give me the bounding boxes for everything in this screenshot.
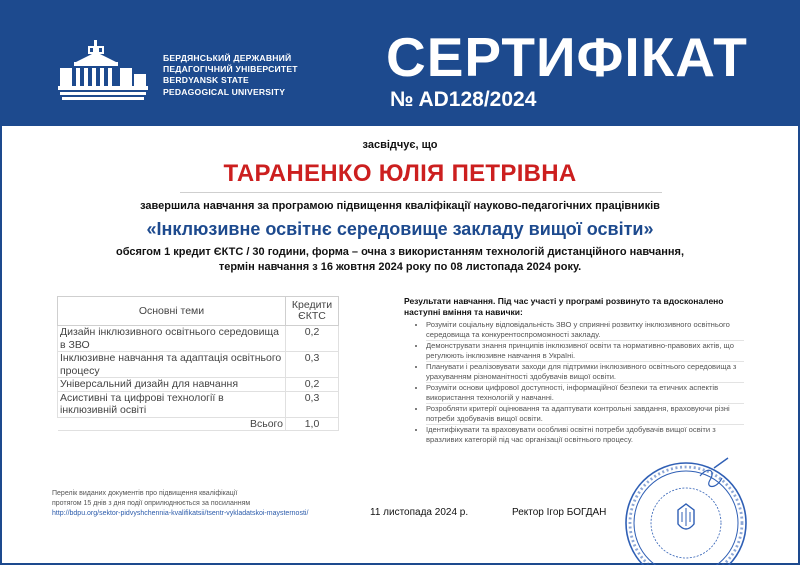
certificate-title: СЕРТИФІКАТ xyxy=(386,26,748,88)
certificate-number: № AD128/2024 xyxy=(390,88,537,111)
topic-cell: Асистивні та цифрові технології в інклюзивній освіті xyxy=(58,391,286,417)
name-underline xyxy=(180,192,662,193)
topic-cell: Інклюзивне навчання та адаптація освітнього процесу xyxy=(58,352,286,378)
table-row xyxy=(58,352,339,378)
table-row xyxy=(58,391,339,417)
program-title: «Інклюзивне освітнє середовище закладу вищої освіти» xyxy=(146,219,654,239)
table-row xyxy=(58,326,339,352)
total-value: 1,0 xyxy=(286,417,339,431)
results-heading: Результати навчання. Під час участі у програмі розвинуто та вдосконалено наступні вміння та навички: xyxy=(404,296,724,317)
completed-text: завершила навчання за програмою підвищення кваліфікації науково-педагогічних працівників xyxy=(140,200,660,212)
university-name xyxy=(163,53,298,98)
table-total-row xyxy=(58,417,339,431)
topics-table-header xyxy=(58,297,339,326)
documents-note-line-2: протягом 15 днів з дня події оприлюднюється за посиланням xyxy=(52,499,251,507)
rector-signature-line: Ректор Ігор БОГДАН xyxy=(512,507,607,518)
university-name-ua-1: БЕРДЯНСЬКИЙ ДЕРЖАВНИЙ xyxy=(163,53,292,63)
official-seal-icon xyxy=(618,448,748,565)
results-list xyxy=(404,320,744,445)
table-row xyxy=(58,378,339,392)
credit-cell: 0,3 xyxy=(286,391,339,417)
learning-results xyxy=(404,296,744,445)
list-item: • Розробляти критерії оцінювання та адаптувати контрольні завдання, враховуючи різні потреби здобувачів вищої освіти. xyxy=(426,403,744,424)
list-item: • Ідентифікувати та враховувати особливі освітні потреби здобувачів вищої освіти з вразливих категорій під час організації освітнього процесу. xyxy=(426,424,744,445)
total-label: Всього xyxy=(58,417,286,431)
documents-link[interactable]: http://bdpu.org/sektor-pidvyshchennia-kvalifikatsii/tsentr-vykladatskoi-maysternosti/ xyxy=(52,510,309,517)
topics-table xyxy=(57,296,339,431)
list-item: • Планувати і реалізовувати заходи для підтримки інклюзивного освітнього середовища з урахуванням різноманітності здобувачів вищої освіти. xyxy=(426,361,744,382)
topic-cell: Універсальний дизайн для навчання xyxy=(58,378,286,392)
university-name-en-2: PEDAGOGICAL UNIVERSITY xyxy=(163,86,286,97)
university-building-logo xyxy=(56,38,150,102)
university-name-en-1: BERDYANSK STATE xyxy=(163,75,249,86)
topic-cell: Дизайн інклюзивного освітнього середовища в ЗВО xyxy=(58,326,286,352)
topics-header-credits: Кредити ЄКТС xyxy=(286,297,339,326)
topics-header-topic: Основні теми xyxy=(58,297,286,326)
certificate-header xyxy=(0,0,800,126)
credit-cell: 0,2 xyxy=(286,378,339,392)
list-item: • Розуміти основи цифрової доступності, інформаційної безпеки та етичних аспектів використання технологій у навчанні. xyxy=(426,382,744,403)
list-item: • Демонструвати знання принципів інклюзивної освіти та нормативно-правових актів, що регулюють інклюзивне навчання в Україні. xyxy=(426,340,744,361)
program-term: термін навчання з 16 жовтня 2024 року по 08 листопада 2024 року. xyxy=(218,261,582,273)
university-name-ua-2: ПЕДАГОГІЧНИЙ УНІВЕРСИТЕТ xyxy=(163,64,298,75)
documents-note-line-1: Перелік виданих документів про підвищення кваліфікації xyxy=(52,490,238,497)
credit-cell: 0,3 xyxy=(286,352,339,378)
certifies-text: засвідчує, що xyxy=(362,139,438,151)
recipient-name: ТАРАНЕНКО ЮЛІЯ ПЕТРІВНА xyxy=(223,160,577,187)
documents-note xyxy=(52,489,250,508)
list-item: • Розуміти соціальну відповідальність ЗВО у сприянні розвитку інклюзивного освітнього середовища та конкурентоспроможності закладу. xyxy=(426,320,744,340)
program-volume: обсягом 1 кредит ЄКТС / 30 години, форма – очна з використанням технологій дистанційного навчання, xyxy=(115,246,685,258)
credit-cell: 0,2 xyxy=(286,326,339,352)
issue-date: 11 листопада 2024 р. xyxy=(370,507,469,518)
